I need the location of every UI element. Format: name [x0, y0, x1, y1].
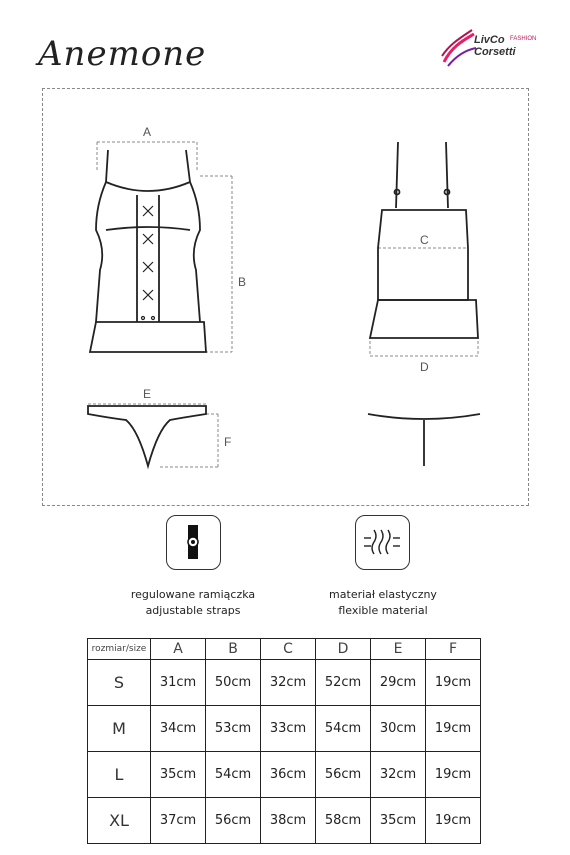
table-cell: 52cm [316, 660, 371, 706]
table-cell: 32cm [371, 752, 426, 798]
front-thong-outline [88, 406, 206, 466]
label-f: F [224, 435, 232, 449]
table-row [88, 798, 481, 844]
back-thong-outline [368, 414, 480, 466]
size-table [87, 638, 481, 844]
table-cell: 35cm [151, 752, 206, 798]
size-cell: S [88, 660, 151, 706]
table-cell: 19cm [426, 752, 481, 798]
feature-label-pl: regulowane ramiączka [130, 588, 256, 601]
table-row [88, 660, 481, 706]
size-cell: L [88, 752, 151, 798]
header-cell: D [316, 639, 371, 660]
table-cell: 19cm [426, 706, 481, 752]
table-cell: 53cm [206, 706, 261, 752]
table-cell: 31cm [151, 660, 206, 706]
adjustable-strap-icon [166, 515, 221, 570]
header-cell: A [151, 639, 206, 660]
table-cell: 34cm [151, 706, 206, 752]
table-cell: 29cm [371, 660, 426, 706]
header-cell: E [371, 639, 426, 660]
label-e: E [143, 387, 152, 401]
table-row [88, 706, 481, 752]
feature-adjustable-straps [93, 587, 293, 619]
front-chemise-outline [90, 150, 206, 352]
table-cell: 19cm [426, 660, 481, 706]
table-cell: 36cm [261, 752, 316, 798]
table-cell: 54cm [206, 752, 261, 798]
table-cell: 19cm [426, 798, 481, 844]
table-cell: 50cm [206, 660, 261, 706]
label-b: B [238, 275, 247, 289]
header-cell: rozmiar/size [88, 639, 151, 660]
table-cell: 54cm [316, 706, 371, 752]
table-cell: 32cm [261, 660, 316, 706]
size-cell: M [88, 706, 151, 752]
label-d: D [420, 360, 429, 374]
header-cell: C [261, 639, 316, 660]
feature-label-pl: materiał elastyczny [329, 588, 437, 601]
table-cell: 38cm [261, 798, 316, 844]
feature-label-en: adjustable straps [145, 604, 241, 617]
feature-flexible-material [283, 587, 483, 619]
header-cell: B [206, 639, 261, 660]
table-cell: 37cm [151, 798, 206, 844]
table-cell: 56cm [206, 798, 261, 844]
brand-name-corsetti: Corsetti [474, 46, 516, 58]
table-row [88, 752, 481, 798]
table-cell: 56cm [316, 752, 371, 798]
feature-label-en: flexible material [338, 604, 428, 617]
label-c: C [420, 233, 429, 247]
table-cell: 58cm [316, 798, 371, 844]
table-cell: 30cm [371, 706, 426, 752]
header-cell: F [426, 639, 481, 660]
product-title: Anemone [38, 34, 207, 74]
brand-name-livco: LivCo [474, 34, 505, 46]
size-table-header [88, 639, 481, 660]
size-cell: XL [88, 798, 151, 844]
label-a: A [143, 125, 152, 139]
brand-fashion: FASHION [510, 36, 537, 42]
table-cell: 33cm [261, 706, 316, 752]
table-cell: 35cm [371, 798, 426, 844]
flexible-material-icon [355, 515, 410, 570]
